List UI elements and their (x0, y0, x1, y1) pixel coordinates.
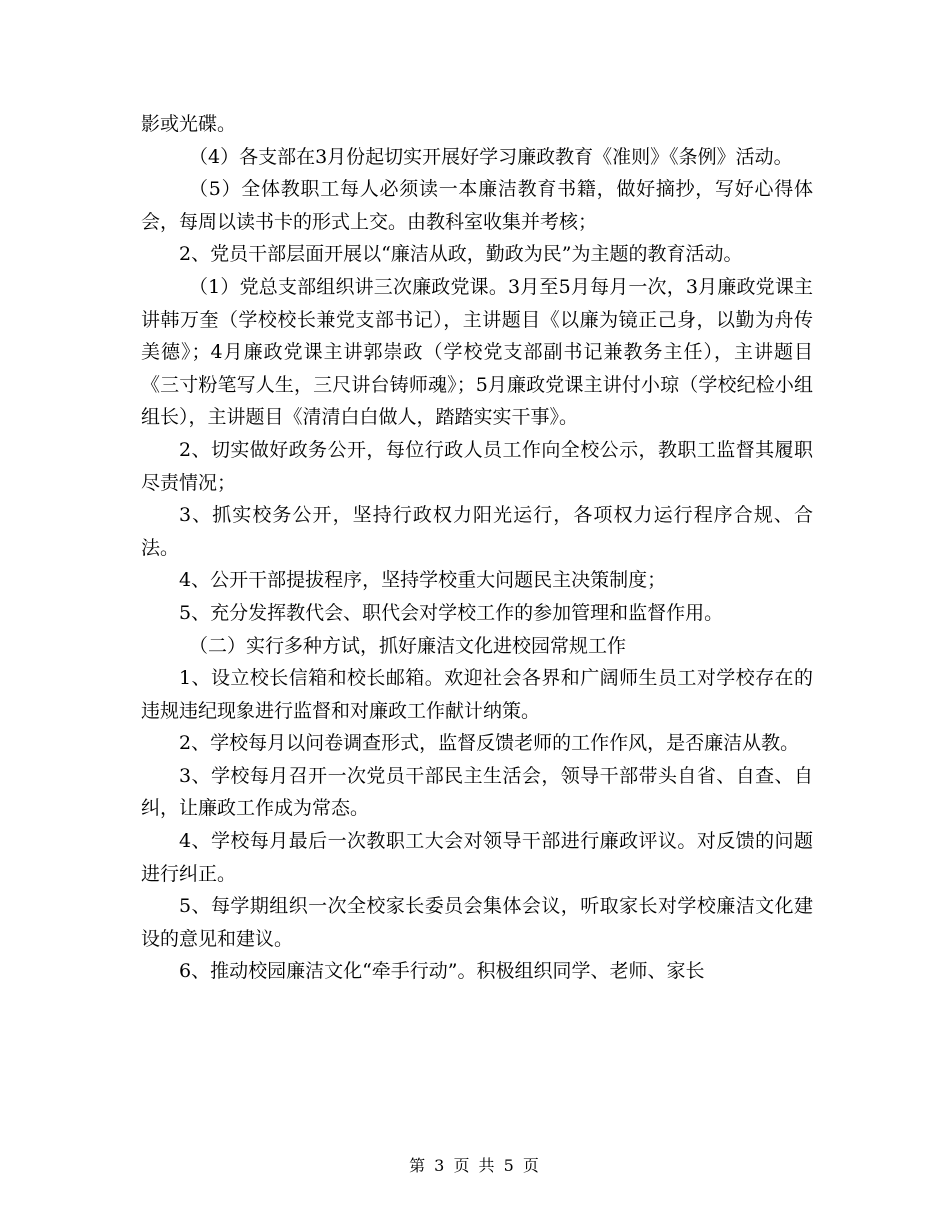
paragraph: 6、推动校园廉洁文化“牵手行动”。积极组织同学、老师、家长 (179, 960, 705, 983)
paragraph: 5、每学期组织一次全校家长委员会集体会议，听取家长对学校廉洁文化建设的意见和建议。 (141, 895, 813, 950)
document-body (141, 108, 813, 988)
page-footer: 第 3 页 共 5 页 (409, 1156, 541, 1175)
paragraph: 3、抓实校务公开，坚持行政权力阳光运行，各项权力运行程序合规、合法。 (141, 504, 813, 559)
paragraph: 4、公开干部提拔程序，坚持学校重大问题民主决策制度； (179, 569, 667, 592)
paragraph: 4、学校每月最后一次教职工大会对领导干部进行廉政评议。对反馈的问题进行纠正。 (141, 830, 813, 885)
paragraph: 1、设立校长信箱和校长邮箱。欢迎社会各界和广阔师生员工对学校存在的违规违纪现象进行监督和对廉政工作献计纳策。 (141, 667, 813, 722)
paragraph: （二）实行多种方试，抓好廉洁文化进校园常规工作 (189, 634, 627, 657)
paragraph: 2、切实做好政务公开，每位行政人员工作向全校公示，教职工监督其履职尽责情况； (141, 438, 813, 494)
paragraph: 3、学校每月召开一次党员干部民主生活会，领导干部带头自省、自查、自纠，让廉政工作成为常态。 (141, 764, 813, 820)
paragraph: （1）党总支部组织讲三次廉政党课。3月至5月每月一次，3月廉政党课主讲韩万奎（学校校长兼党支部书记），主讲题目《以廉为镜正己身，以勤为舟传美德》；4月廉政党课主讲郭崇政（学校党支部副书记兼教务主任），主讲题目《三寸粉笔写人生，三尺讲台铸师魂》；5月廉政党课主讲付小琼（学校纪检小组组长），主讲题目《清清白白做人，踏踏实实干事》。 (141, 275, 813, 429)
paragraph: （4）各支部在3月份起切实开展好学习廉政教育《准则》《条例》活动。 (189, 145, 793, 168)
paragraph: 2、党员干部层面开展以“廉洁从政，勤政为民”为主题的教育活动。 (179, 243, 743, 266)
paragraph: 2、学校每月以问卷调查形式，监督反馈老师的工作作风，是否廉洁从教。 (179, 732, 800, 755)
paragraph: 5、充分发挥教代会、职代会对学校工作的参加管理和监督作用。 (179, 601, 724, 624)
paragraph: 影或光碟。 (141, 113, 237, 135)
paragraph: （5）全体教职工每人必须读一本廉洁教育书籍，做好摘抄，写好心得体会，每周以读书卡的形式上交。由教科室收集并考核； (141, 178, 813, 233)
